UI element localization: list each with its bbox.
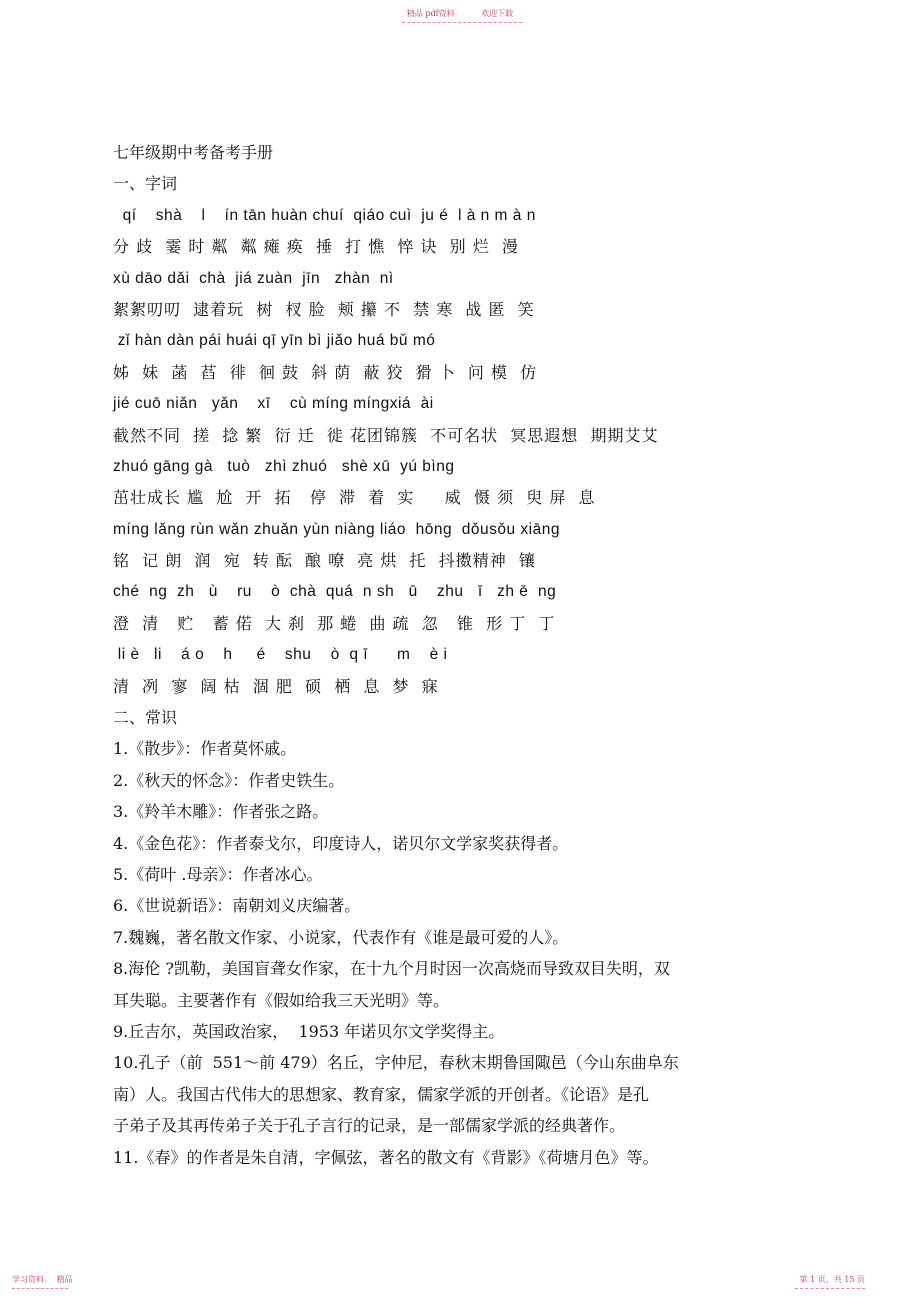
knowledge-item: 1.《散步》：作者莫怀戚。 <box>113 739 297 759</box>
knowledge-item-continued: 南）人。我国古代伟大的思想家、教育家，儒家学派的开创者。《论语》是孔 <box>113 1084 650 1104</box>
document-body <box>113 137 813 1173</box>
pinyin-line: míng lǎng rùn wǎn zhuǎn yùn niàng liáo hōng dǒusǒu xiāng <box>113 520 560 538</box>
hanzi-line: 铭 记 朗 润 宛 转 酝 酿 嘹 亮 烘 托 抖擞精神 镶 <box>113 551 536 571</box>
document-title: 七年级期中考备考手册 <box>113 143 274 162</box>
knowledge-item: 5.《荷叶 .母亲》：作者冰心。 <box>113 864 323 884</box>
knowledge-item: 10.孔子（前 551～前 479）名丘，字仲尼，春秋末期鲁国陬邑（今山东曲阜东 <box>113 1053 679 1073</box>
hanzi-line: 絮絮叨叨 逮着玩 树 杈 脸 颊 攥 不 禁 寒 战 匿 笑 <box>113 299 535 319</box>
hanzi-line: 清 冽 寥 阔 枯 涸 肥 硕 栖 息 梦 寐 <box>113 676 439 696</box>
knowledge-item: 3.《羚羊木雕》：作者张之路。 <box>113 802 329 822</box>
hanzi-line: 澄 清 贮 蓄 偌 大 刹 那 蜷 曲 疏 忽 锥 形 丁 丁 <box>113 613 556 633</box>
knowledge-item-continued: 耳失聪。主要著作有《假如给我三天光明》等。 <box>113 990 450 1010</box>
footer-right-divider <box>795 1288 865 1289</box>
hanzi-line: 姊 妹 菡 萏 徘 徊 鼓 斜 荫 蔽 狡 猾 卜 问 模 仿 <box>113 362 538 382</box>
pinyin-line: zǐ hàn dàn pái huái qī yīn bì jiǎo huá bǔ mó <box>113 332 436 350</box>
pinyin-line: jié cuō niǎn yǎn xī cù míng míngxiá ài <box>113 395 434 413</box>
knowledge-item: 7.魏巍，著名散文作家、小说家，代表作有《谁是最可爱的人》。 <box>113 927 569 947</box>
footer-left-divider <box>12 1288 68 1289</box>
section-heading-knowledge: 二、常识 <box>113 708 178 728</box>
pinyin-line: xù dāo dǎi chà jiá zuàn jīn zhàn nì <box>113 269 394 287</box>
page-number: 第 1 页，共 15 页 <box>799 1275 865 1284</box>
knowledge-item: 9.丘吉尔，英国政治家， 1953 年诺贝尔文学奖得主。 <box>113 1021 505 1041</box>
header-left-text: 精品 pdf资料 <box>406 9 455 18</box>
hanzi-line: 茁壮成长 尴 尬 开 拓 停 滞 着 实 威 慑 须 臾 屏 息 <box>113 488 596 508</box>
header-divider <box>402 22 522 23</box>
pinyin-line: qí shà l ín tān huàn chuí qiáo cuì ju é l à n m à n <box>113 206 536 224</box>
header-right-text: 欢迎下载 <box>481 9 514 18</box>
knowledge-item: 2.《秋天的怀念》：作者史铁生。 <box>113 770 345 790</box>
hanzi-line: 分 歧 霎 时 粼 粼 瘫 痪 捶 打 憔 悴 诀 别 烂 漫 <box>113 237 519 257</box>
pinyin-line: li è li á o h é shu ò q ī m è i <box>113 646 448 664</box>
page-footer-left <box>12 1274 83 1285</box>
knowledge-item: 8.海伦 ?凯勒，美国盲聋女作家，在十九个月时因一次高烧而导致双目失明，双 <box>113 959 670 979</box>
footer-left-text-a: 学习资料 <box>12 1275 44 1284</box>
knowledge-item-continued: 子弟子及其再传弟子关于孔子言行的记录，是一部儒家学派的经典著作。 <box>113 1116 626 1136</box>
pinyin-line: zhuó gāng gà tuò zhì zhuó shè xū yú bìng <box>113 457 455 475</box>
pinyin-line: ché ng zh ù ru ò chà quá n sh ū zhu ī zh ē ng <box>113 583 557 601</box>
knowledge-item: 4.《金色花》：作者泰戈尔，印度诗人，诺贝尔文学家奖获得者。 <box>113 833 569 853</box>
hanzi-line: 截然不同 搓 捻 繁 衍 迁 徙 花团锦簇 不可名状 冥思遐想 期期艾艾 <box>113 425 659 445</box>
page-header <box>0 8 920 19</box>
footer-left-text-b: 精品 <box>56 1275 73 1284</box>
section-heading-vocab: 一、字词 <box>113 174 178 194</box>
knowledge-item: 11.《春》的作者是朱自清，字佩弦，著名的散文有《背影》《荷塘月色》等。 <box>113 1147 659 1167</box>
knowledge-item: 6.《世说新语》：南朝刘义庆编著。 <box>113 896 361 916</box>
